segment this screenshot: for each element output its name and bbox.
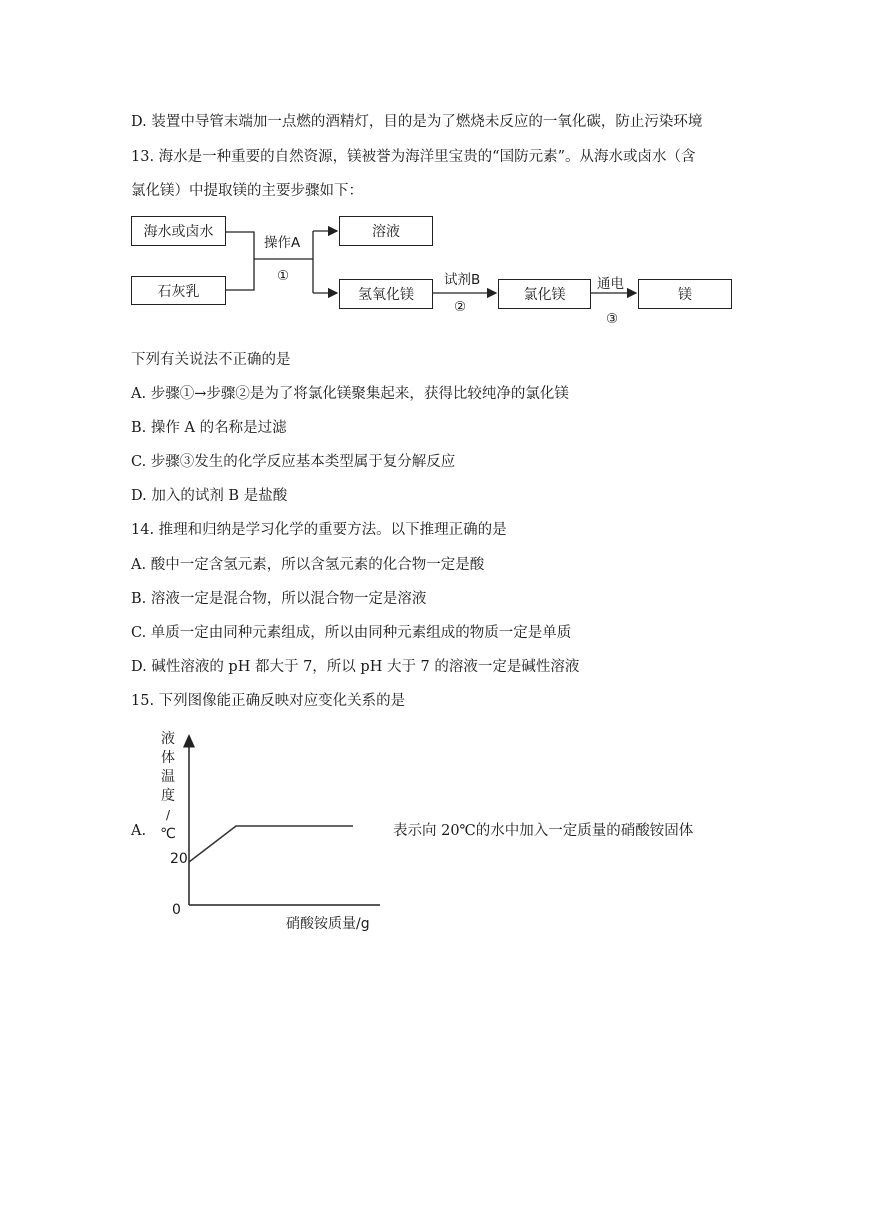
box-lime-milk: 石灰乳 <box>131 276 226 305</box>
label-operation-a: 操作A <box>264 235 301 251</box>
q15-stem: 15. 下列图像能正确反映对应变化关系的是 <box>131 693 406 709</box>
q13-prompt: 下列有关说法不正确的是 <box>131 352 291 368</box>
y-label-char-1: 液 <box>161 731 175 747</box>
origin-label: 0 <box>172 902 181 918</box>
q13-option-c: C. 步骤③发生的化学反应基本类型属于复分解反应 <box>131 454 456 470</box>
box-solution: 溶液 <box>339 216 433 246</box>
q14-option-c: C. 单质一定由同种元素组成，所以由同种元素组成的物质一定是单质 <box>131 625 572 641</box>
temperature-curve <box>189 826 353 862</box>
y-axis-label <box>159 730 177 844</box>
label-reagent-b: 试剂B <box>444 272 481 288</box>
y-label-char-6: ℃ <box>160 826 176 842</box>
q15-option-a-text: 表示向 20℃的水中加入一定质量的硝酸铵固体 <box>393 823 694 839</box>
q13-stem-line1: 13. 海水是一种重要的自然资源，镁被誉为海洋里宝贵的“国防元素”。从海水或卤水（含 <box>131 149 696 165</box>
label-electrify: 通电 <box>597 276 624 292</box>
y-tick-20: 20 <box>170 851 188 867</box>
y-label-char-2: 体 <box>161 750 175 766</box>
y-label-char-5: / <box>165 808 171 822</box>
q15-option-a-letter: A. <box>131 823 147 839</box>
label-step-3: ③ <box>606 311 619 327</box>
box-magnesium: 镁 <box>638 279 732 309</box>
q14-option-d: D. 碱性溶液的 pH 都大于 7，所以 pH 大于 7 的溶液一定是碱性溶液 <box>131 659 580 675</box>
box-seawater: 海水或卤水 <box>131 216 226 246</box>
box-magnesium-hydroxide: 氢氧化镁 <box>339 279 433 309</box>
q13-option-b: B. 操作 A 的名称是过滤 <box>131 420 287 436</box>
label-step-1: ① <box>277 268 290 284</box>
y-label-char-4: 度 <box>161 788 175 804</box>
y-label-char-3: 温 <box>161 769 175 785</box>
box-magnesium-chloride: 氯化镁 <box>498 279 591 309</box>
q14-option-a: A. 酸中一定含氢元素，所以含氢元素的化合物一定是酸 <box>131 557 485 573</box>
q14-option-b: B. 溶液一定是混合物，所以混合物一定是溶液 <box>131 591 427 607</box>
q13-option-a: A. 步骤①→步骤②是为了将氯化镁聚集起来，获得比较纯净的氯化镁 <box>131 386 569 402</box>
label-step-2: ② <box>454 299 467 315</box>
q13-stem-line2: 氯化镁）中提取镁的主要步骤如下： <box>131 183 363 199</box>
q14-stem: 14. 推理和归纳是学习化学的重要方法。以下推理正确的是 <box>131 522 507 538</box>
x-axis-label: 硝酸铵质量/g <box>286 916 370 932</box>
q12-option-d: D. 装置中导管末端加一点燃的酒精灯，目的是为了燃烧未反应的一氧化碳，防止污染环境 <box>131 114 703 130</box>
q13-option-d: D. 加入的试剂 B 是盐酸 <box>131 488 288 504</box>
